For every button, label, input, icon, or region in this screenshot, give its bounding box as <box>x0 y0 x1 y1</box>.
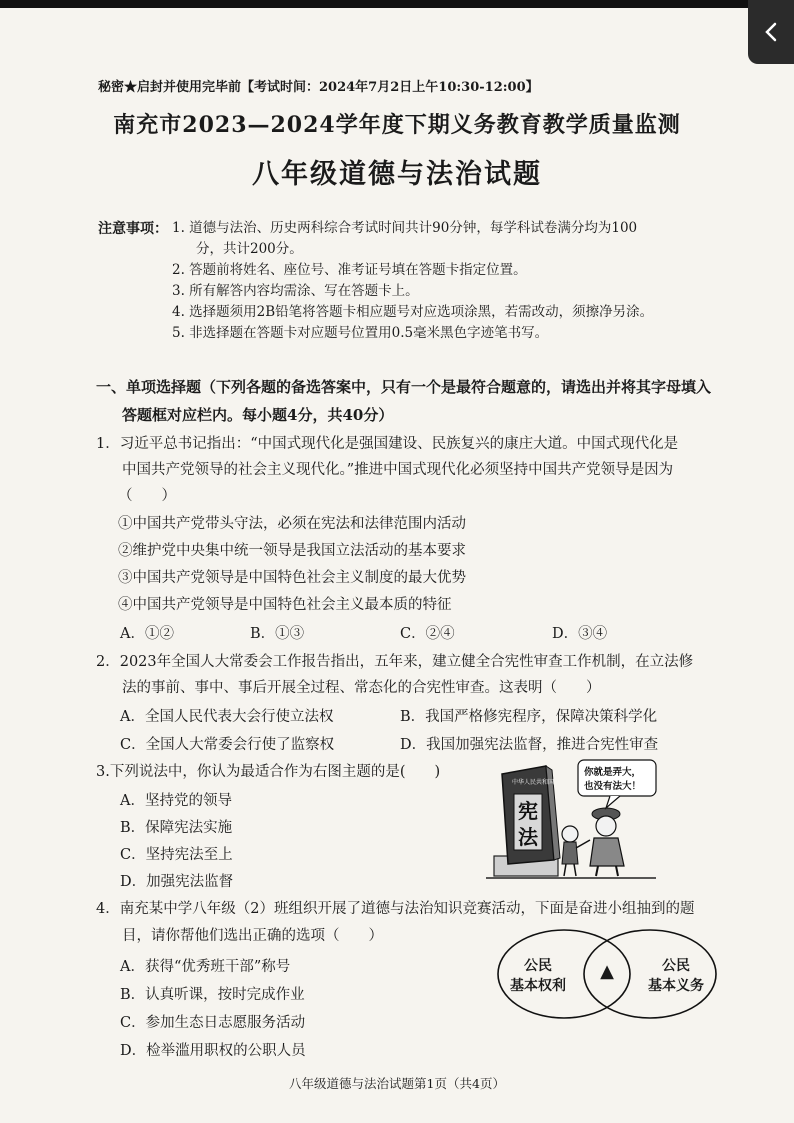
venn-diagram <box>496 926 718 1022</box>
question-1-statement: ②维护党中央集中统一领导是我国立法活动的基本要求 <box>118 543 466 559</box>
question-1-statement: ③中国共产党领导是中国特色社会主义制度的最大优势 <box>118 570 466 586</box>
question-2-option-b[interactable]: B．我国严格修宪程序，保障决策科学化 <box>400 709 658 725</box>
question-1-option-c[interactable]: C．②④ <box>400 626 455 642</box>
question-4-stem: 4．南充某中学八年级（2）班组织开展了道德与法治知识竞赛活动，下面是奋进小组抽到的题 <box>96 901 695 917</box>
question-2-stem: 2．2023年全国人大常委会工作报告指出，五年来，建立健全合宪性审查工作机制，在立法修 <box>96 654 694 670</box>
exam-title: 南充市2023—2024学年度下期义务教育教学质量监测 <box>113 112 681 138</box>
question-2-stem-cont: 法的事前、事中、事后开展全过程、常态化的合宪性审查。这表明（ ） <box>122 680 601 696</box>
back-button[interactable] <box>748 0 794 64</box>
question-1-option-a[interactable]: A．①② <box>120 626 174 642</box>
venn-right-line2: 基本义务 <box>648 978 704 994</box>
venn-right-label <box>640 956 712 996</box>
question-4-option-c[interactable]: C．参加生态日志愿服务活动 <box>120 1015 306 1031</box>
notice-item: 1. 道德与法治、历史两科综合考试时间共计90分钟，每学科试卷满分均为100 <box>172 220 638 236</box>
question-2-option-c[interactable]: C．全国人大常委会行使了监察权 <box>120 737 335 753</box>
question-1-option-d[interactable]: D．③④ <box>552 626 608 642</box>
bubble-line-2: 也没有法大！ <box>584 781 642 792</box>
notice-item: 3. 所有解答内容均需涂、写在答题卡上。 <box>172 283 419 299</box>
venn-center-triangle: ▲ <box>600 961 614 982</box>
venn-left-label <box>504 956 572 996</box>
question-3-stem: 3.下列说法中，你认为最适合作为右图主题的是( ) <box>96 764 441 780</box>
top-bar <box>0 0 794 8</box>
subject-title: 八年级道德与法治试题 <box>252 159 542 190</box>
question-4-option-b[interactable]: B．认真听课，按时完成作业 <box>120 987 305 1003</box>
page-footer: 八年级道德与法治试题第1页（共4页） <box>289 1076 505 1091</box>
secret-line: 秘密★启封并使用完毕前【考试时间：2024年7月2日上午10:30-12:00】 <box>98 80 539 95</box>
section-heading: 一、单项选择题（下列各题的备选答案中，只有一个是最符合题意的，请选出并将其字母填入 <box>96 378 712 396</box>
notice-item: 2. 答题前将姓名、座位号、准考证号填在答题卡指定位置。 <box>172 262 527 278</box>
question-3-option-a[interactable]: A．坚持党的领导 <box>120 793 232 809</box>
question-1-statement: ①中国共产党带头守法，必须在宪法和法律范围内活动 <box>118 516 466 532</box>
book-big-char-1: 宪 <box>518 799 538 823</box>
book-big-char-2: 法 <box>518 825 538 849</box>
notice-item: 分，共计200分。 <box>196 241 303 257</box>
chevron-left-icon <box>762 21 780 43</box>
question-1-stem: 1．习近平总书记指出：“中国式现代化是强国建设、民族复兴的康庄大道。中国式现代化是 <box>96 436 679 452</box>
book-top-text: 中华人民共和国 <box>512 779 555 786</box>
question-1-statement: ④中国共产党领导是中国特色社会主义最本质的特征 <box>118 597 452 613</box>
question-3-option-c[interactable]: C．坚持宪法至上 <box>120 847 233 863</box>
section-heading-cont: 答题框对应栏内。每小题4分，共40分） <box>122 406 394 424</box>
question-2-option-a[interactable]: A．全国人民代表大会行使立法权 <box>120 709 334 725</box>
constitution-cartoon <box>478 756 662 886</box>
notice-item: 4. 选择题须用2B铅笔将答题卡相应题号对应选项涂黑，若需改动，须擦净另涂。 <box>172 304 654 320</box>
question-1-stem-cont: 中国共产党领导的社会主义现代化。”推进中国式现代化必须坚持中国共产党领导是因为 <box>122 462 674 478</box>
venn-right-line1: 公民 <box>662 958 690 974</box>
question-3-option-d[interactable]: D．加强宪法监督 <box>120 874 234 890</box>
question-1-option-b[interactable]: B．①③ <box>250 626 305 642</box>
question-4-stem-cont: 目，请你帮他们选出正确的选项（ ） <box>122 928 383 944</box>
bubble-line-1: 你就是弄大， <box>584 767 642 778</box>
venn-left-line2: 基本权利 <box>510 978 566 994</box>
question-3-option-b[interactable]: B．保障宪法实施 <box>120 820 233 836</box>
notice-item: 5. 非选择题在答题卡对应题号位置用0.5毫米黑色字迹笔书写。 <box>172 325 549 341</box>
question-4-option-d[interactable]: D．检举滥用职权的公职人员 <box>120 1043 306 1059</box>
question-4-option-a[interactable]: A．获得“优秀班干部”称号 <box>120 959 291 975</box>
venn-left-line1: 公民 <box>524 958 552 974</box>
question-1-paren: （ ） <box>118 488 176 504</box>
question-2-option-d[interactable]: D．我国加强宪法监督，推进合宪性审查 <box>400 737 659 753</box>
notice-label: 注意事项： <box>98 221 168 237</box>
